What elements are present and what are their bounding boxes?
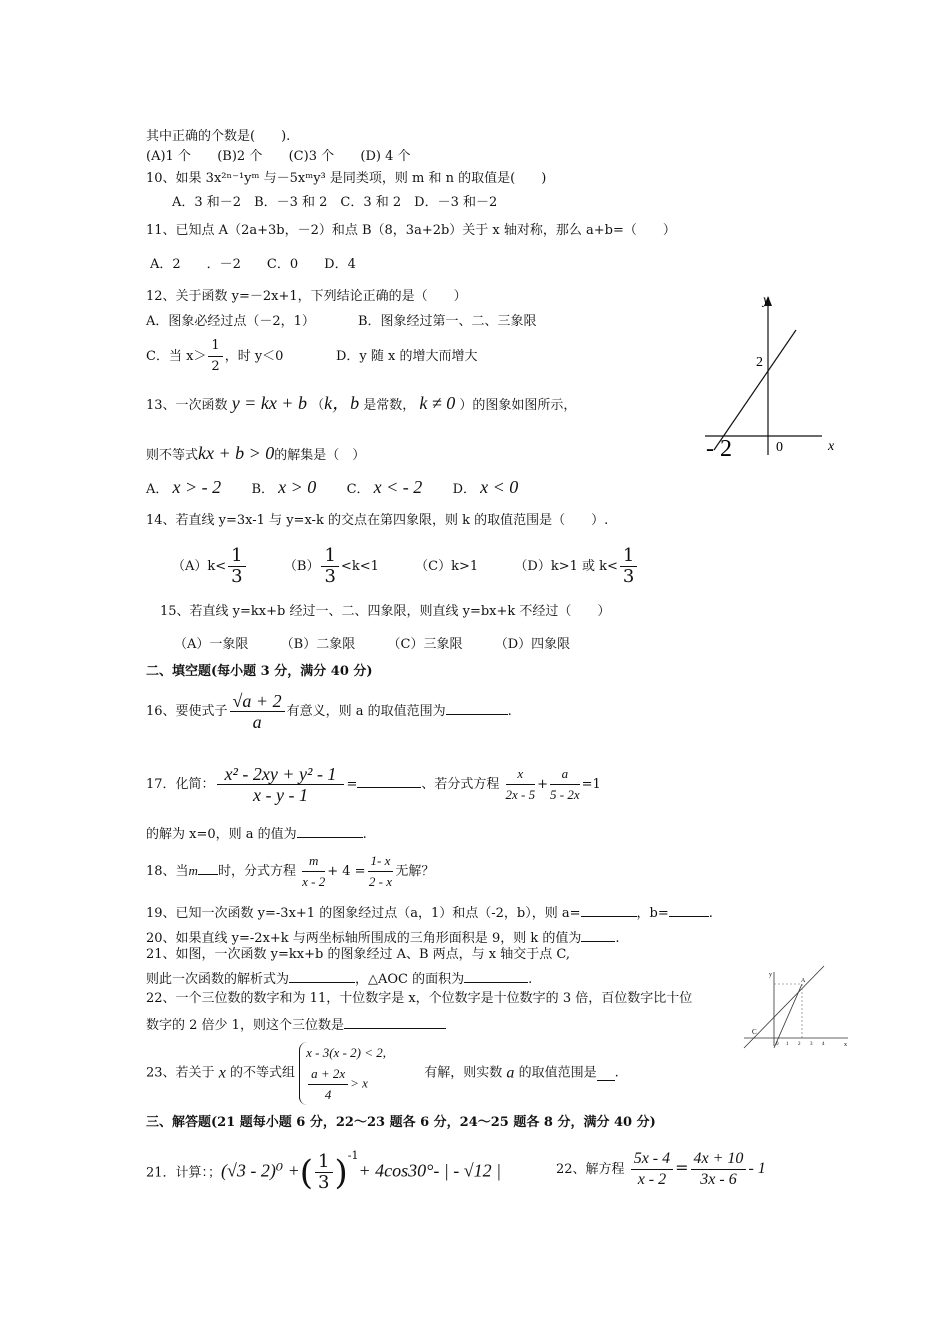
answer-blank[interactable] <box>198 860 218 875</box>
q13-paren: （ <box>311 398 325 413</box>
q13-ineq-prefix: 则不等式 <box>146 448 199 463</box>
option-c-suffix: ，时 y＜0 <box>224 349 284 364</box>
question-13 <box>146 388 576 421</box>
denominator: 3 <box>318 1172 330 1194</box>
question-17 <box>146 760 601 810</box>
option-c: (C)3 个 <box>288 149 335 164</box>
question-11-options: A．2 ．－2 C．0 D．4 <box>150 257 356 272</box>
q21-line2-text: 则此一次函数的解析式为 <box>146 972 290 987</box>
numerator: 1 <box>315 1152 332 1173</box>
linear-function: y = kx + b <box>231 393 307 413</box>
denominator: 3 <box>324 566 336 587</box>
numerator: √a + 2 <box>230 691 285 712</box>
exponent: -1 <box>347 1149 359 1162</box>
q22b-fraction-2 <box>691 1149 747 1190</box>
question-10: 10、如果 3x²ⁿ⁻¹yᵐ 与－5xᵐy³ 是同类项，则 m 和 n 的取值是( ) <box>146 171 547 186</box>
question-17-line2 <box>146 823 367 844</box>
question-21-calc: 21．计算：；(√3 - 2)⁰ +( $\frac{1}{3}$ )$^{-1}$+ 4cos30°- | - √12 | <box>146 1149 502 1194</box>
inequality-system <box>299 1042 386 1105</box>
y-label: y <box>769 972 772 978</box>
q16-fraction <box>230 691 285 732</box>
q13-b-label: B． <box>251 482 275 497</box>
denominator: a <box>252 712 262 732</box>
q16-prefix: 16、要使式子 <box>146 704 228 719</box>
origin-label: 0 <box>776 440 783 455</box>
answer-blank[interactable] <box>597 1066 615 1081</box>
q16-text: 有意义，则 a 的取值范围为 <box>286 704 446 719</box>
constants-kb: k，b <box>324 393 360 413</box>
fraction-one-third <box>321 546 338 587</box>
q13-suffix: ）的图象如图所示， <box>459 398 577 413</box>
q13-ineq-suffix: 的解集是（ ） <box>274 448 366 463</box>
numerator: 1 <box>620 546 637 567</box>
answer-blank[interactable] <box>357 773 421 788</box>
option-d: (D) 4 个 <box>360 149 411 164</box>
point-c-label: C <box>752 1028 757 1036</box>
q17-fraction <box>217 764 345 805</box>
fraction-one-third <box>228 546 245 587</box>
question-22-equation <box>556 1144 766 1194</box>
q18-prefix: 18、当 <box>146 864 189 879</box>
question-21: 21、如图，一次函数 y=kx+b 的图象经过 A、B 两点，与 x 轴交于点 C, <box>146 947 571 962</box>
denominator: x - y - 1 <box>253 785 308 805</box>
q20-text: 20、如果直线 y=-2x+k 与两坐标轴所围成的三角形面积是 9，则 k 的值为 <box>146 931 582 946</box>
q13-d: x < 0 <box>480 477 519 497</box>
numerator: 1 <box>321 546 338 567</box>
section-2-heading: 二、填空题(每小题 3 分，满分 40 分) <box>146 664 373 679</box>
question-16 <box>146 688 512 736</box>
numerator: 1- x <box>368 851 394 872</box>
q17-end: . <box>362 827 367 842</box>
question-12-option-d: D．y 随 x 的增大而增大 <box>336 349 478 364</box>
option-b: (B)2 个 <box>217 149 263 164</box>
question-19 <box>146 902 713 923</box>
denominator: 3 <box>622 566 635 587</box>
q14-a: （A）k< <box>172 559 227 574</box>
q15-b: （B）二象限 <box>280 637 356 652</box>
inequality-expr: kx + b > 0 <box>198 443 275 463</box>
x-tick-1: 1 <box>786 1042 789 1047</box>
q18-plus4: + 4 = <box>327 864 366 879</box>
q23-text-2: 有解，则实数 <box>424 1065 503 1081</box>
question-22-line2 <box>146 1014 446 1035</box>
q19-mid: ，b= <box>636 906 669 921</box>
q15-c: （C）三象限 <box>387 637 463 652</box>
q16-end: . <box>507 704 512 719</box>
question-12-option-b: B．图象经过第一、二、三象限 <box>358 314 537 329</box>
section-3-heading: 三、解答题(21 题每小题 6 分，22～23 题各 6 分，24～25 题各 8 分，满分 40 分) <box>146 1115 656 1130</box>
q17-equals: = <box>346 777 358 792</box>
y-axis-label: y <box>763 293 770 308</box>
q17-fraction-1 <box>506 764 536 805</box>
q15-a: （A）一象限 <box>174 637 249 652</box>
answer-blank[interactable] <box>446 700 508 715</box>
q17-eq1: =1 <box>581 777 601 792</box>
q19-end: . <box>708 906 713 921</box>
question-15: 15、若直线 y=kx+b 经过一、二、四象限，则直线 y=bx+k 不经过（ ） <box>160 604 611 619</box>
question-21-line2 <box>146 968 532 989</box>
inequality-1: x - 3(x - 2) < 2, <box>306 1045 386 1060</box>
denominator: x - 2 <box>302 874 326 889</box>
q14-b: （B） <box>283 559 320 574</box>
x-axis-label: x <box>828 439 835 454</box>
fraction-one-third <box>315 1152 332 1193</box>
numerator: m <box>302 851 325 872</box>
question-11: 11、已知点 A（2a+3b，－2）和点 B（8，3a+2b）关于 x 轴对称，那么 a+b=（ ） <box>146 223 676 238</box>
q13-a: x > - 2 <box>172 477 222 497</box>
q23-a: a <box>506 1064 515 1082</box>
question-13-options <box>146 474 518 503</box>
q14-c: （C）k>1 <box>415 559 479 574</box>
q14-d: （D）k>1 或 k< <box>514 559 618 574</box>
count-question: 其中正确的个数是( ). <box>146 129 291 144</box>
fraction-one-third <box>620 546 637 587</box>
q23-text-3: 的取值范围是 <box>518 1065 597 1081</box>
q13-prefix: 13、一次函数 <box>146 398 228 413</box>
x-intercept-label: - 2 <box>706 436 732 462</box>
fraction-one-half <box>208 336 222 377</box>
answer-blank[interactable] <box>297 823 363 838</box>
q22b-equals: = <box>675 1158 689 1177</box>
denominator: 4 <box>324 1087 332 1102</box>
q23-prefix: 23、若关于 <box>146 1065 215 1081</box>
q21b-prefix: 21．计算：； <box>146 1165 222 1181</box>
inequality-2-rhs: > x <box>350 1075 368 1091</box>
q22b-prefix: 22、解方程 <box>556 1162 625 1177</box>
q23-fraction <box>308 1064 348 1105</box>
answer-blank[interactable] <box>344 1014 446 1029</box>
q15-d: （D）四象限 <box>494 637 571 652</box>
q13-a-label: A． <box>146 482 169 497</box>
q17-plus: + <box>537 777 549 792</box>
denominator: 3x - 6 <box>700 1171 737 1188</box>
q17-text: 、若分式方程 <box>421 777 500 792</box>
q17-line2-text: 的解为 x=0，则 a 的值为 <box>146 827 297 842</box>
answer-blank-b[interactable] <box>669 902 709 917</box>
count-options <box>146 148 411 166</box>
q21-line2-mid: ，△AOC 的面积为 <box>355 972 465 987</box>
q23-text: 的不等式组 <box>229 1065 295 1081</box>
inequality-2 <box>306 1064 386 1105</box>
question-18 <box>146 848 434 895</box>
q23-end: . <box>614 1065 619 1081</box>
q18-m: m <box>188 863 198 878</box>
question-14: 14、若直线 y=3x-1 与 y=x-k 的交点在第四象限，则 k 的取值范围是（ ）. <box>146 513 609 528</box>
q13-d-label: D． <box>452 482 477 497</box>
q21-end: . <box>528 972 533 987</box>
q18-fraction-1 <box>302 851 325 892</box>
option-c-prefix: C．当 x＞ <box>146 349 207 364</box>
question-12-option-c <box>146 336 283 377</box>
origin-label: 0 <box>776 1042 779 1047</box>
numerator: 1 <box>228 546 245 567</box>
q17-fraction-2 <box>550 764 580 805</box>
q20-end: . <box>615 931 620 946</box>
denominator: 3 <box>231 566 243 587</box>
q14-b-suffix: <k<1 <box>340 559 379 574</box>
segment-ob <box>774 984 802 1048</box>
question-14-options <box>172 542 639 592</box>
option-a: (A)1 个 <box>146 149 191 164</box>
denominator: 2 <box>211 359 220 374</box>
function-line <box>714 330 796 450</box>
answer-blank-area[interactable] <box>464 968 528 983</box>
q13-b: x > 0 <box>278 477 317 497</box>
question-10-options: A．3 和－2 B．－3 和 2 C．3 和 2 D．－3 和－2 <box>172 195 498 210</box>
q13-graph <box>700 290 850 465</box>
calc-expr-1: (√3 - 2)⁰ + <box>221 1160 300 1181</box>
denominator: 2 - x <box>368 874 393 889</box>
q21-graph <box>740 962 852 1050</box>
denominator: x - 2 <box>637 1171 667 1188</box>
numerator: x <box>506 764 536 785</box>
q22b-minus-one: - 1 <box>748 1160 766 1177</box>
question-23 <box>146 1042 619 1105</box>
numerator: 4x + 10 <box>691 1149 747 1170</box>
q19-text: 19、已知一次函数 y=-3x+1 的图象经过点（a，1）和点（-2，b），则 a= <box>146 906 581 921</box>
question-13-inequality <box>146 440 365 469</box>
q13-c-label: C． <box>346 482 370 497</box>
numerator: a + 2x <box>308 1064 348 1085</box>
x-tick-3: 3 <box>810 1042 813 1047</box>
q18-fraction-2 <box>368 851 394 892</box>
q23-x: x <box>218 1064 226 1082</box>
numerator: 1 <box>208 336 222 357</box>
numerator: x² - 2xy + y² - 1 <box>217 764 345 785</box>
answer-blank-function[interactable] <box>289 968 355 983</box>
numerator: a <box>550 764 580 785</box>
q18-text: 时，分式方程 <box>217 864 296 879</box>
q13-c: x < - 2 <box>373 477 423 497</box>
question-22: 22、一个三位数的数字和为 11，十位数字是 x，个位数字是十位数字的 3 倍，百位数字比十位 <box>146 991 693 1006</box>
x-label: x <box>844 1042 847 1048</box>
point-a-label: A <box>801 978 806 984</box>
y-intercept-label: 2 <box>756 355 763 370</box>
numerator: 5x - 4 <box>631 1149 673 1170</box>
question-12: 12、关于函数 y=－2x+1，下列结论正确的是（ ） <box>146 289 467 304</box>
q22b-fraction-1 <box>631 1149 673 1190</box>
question-20 <box>146 927 620 948</box>
q13-text: 是常数， <box>363 398 416 413</box>
answer-blank-a[interactable] <box>581 902 637 917</box>
x-tick-4: 4 <box>822 1042 825 1047</box>
question-15-options <box>174 636 570 654</box>
q22-line2-text: 数字的 2 倍少 1，则这个三位数是 <box>146 1018 344 1033</box>
question-12-option-a: A．图象必经过点（－2，1） <box>146 314 315 329</box>
k-nonzero: k ≠ 0 <box>419 393 456 413</box>
q17-prefix: 17．化简： <box>146 777 215 792</box>
denominator: 5 - 2x <box>550 787 580 802</box>
calc-expr-2: + 4cos30°- | - √12 | <box>358 1160 502 1181</box>
q18-suffix: 无解？ <box>395 864 435 879</box>
denominator: 2x - 5 <box>505 787 536 802</box>
answer-blank[interactable] <box>581 927 615 942</box>
x-tick-2: 2 <box>798 1042 801 1047</box>
